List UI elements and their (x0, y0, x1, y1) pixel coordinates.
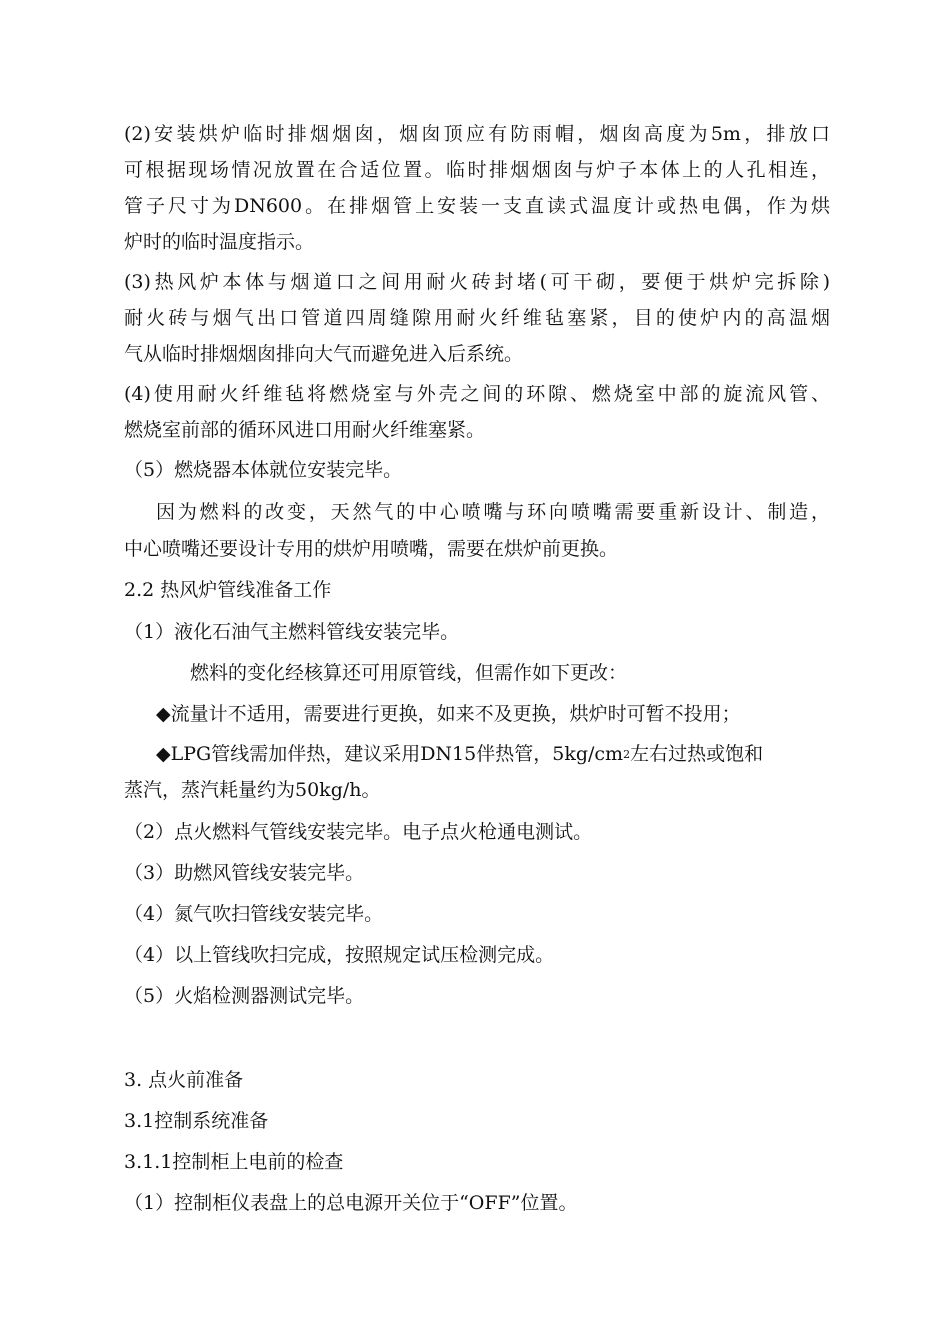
paragraph-line: 可根据现场情况放置在合适位置。临时排烟烟囱与炉子本体上的人孔相连， (124, 159, 830, 181)
paragraph-line: (3)热风炉本体与烟道口之间用耐火砖封堵(可干砌，要便于烘炉完拆除) (124, 271, 830, 293)
paragraph-line: 燃烧室前部的循环风进口用耐火纤维塞紧。 (124, 419, 486, 441)
paragraph-line: 管子尺寸为DN600。在排烟管上安装一支直读式温度计或热电偶，作为烘 (124, 195, 830, 217)
paragraph-line: 燃料的变化经核算还可用原管线，但需作如下更改： (190, 662, 628, 684)
paragraph-line: 中心喷嘴还要设计专用的烘炉用喷嘴，需要在烘炉前更换。 (124, 538, 619, 560)
paragraph-line: （5）燃烧器本体就位安装完毕。 (124, 459, 403, 481)
bullet-text: ◆LPG管线需加伴热，建议采用DN15伴热管，5kg/cm (156, 743, 624, 765)
list-item: （5）火焰检测器测试完毕。 (124, 985, 365, 1007)
subsection-heading: 3.1.1控制柜上电前的检查 (124, 1151, 344, 1173)
superscript: 2 (623, 748, 631, 761)
bullet-item (156, 742, 763, 766)
paragraph-line: 耐火砖与烟气出口管道四周缝隙用耐火纤维毡塞紧，目的使炉内的高温烟 (124, 307, 830, 329)
section-heading: 3. 点火前准备 (124, 1069, 244, 1091)
section-heading: 2.2 热风炉管线准备工作 (124, 579, 332, 601)
paragraph-line: (2)安装烘炉临时排烟烟囱，烟囱顶应有防雨帽，烟囱高度为5m，排放口 (124, 123, 830, 145)
paragraph-line: (4)使用耐火纤维毡将燃烧室与外壳之间的环隙、燃烧室中部的旋流风管、 (124, 383, 830, 405)
paragraph-line: 因为燃料的改变，天然气的中心喷嘴与环向喷嘴需要重新设计、制造， (156, 501, 830, 523)
list-item: （1）液化石油气主燃料管线安装完毕。 (124, 621, 460, 643)
subsection-heading: 3.1控制系统准备 (124, 1110, 269, 1132)
bullet-item: ◆流量计不适用，需要进行更换，如来不及更换，烘炉时可暂不投用； (156, 703, 741, 725)
paragraph-line: 气从临时排烟烟囱排向大气而避免进入后系统。 (124, 343, 524, 365)
list-item: （1）控制柜仪表盘上的总电源开关位于“OFF”位置。 (124, 1192, 578, 1214)
paragraph-line: 蒸汽，蒸汽耗量约为50kg/h。 (124, 779, 381, 801)
list-item: （2）点火燃料气管线安装完毕。电子点火枪通电测试。 (124, 821, 593, 843)
paragraph-line: 炉时的临时温度指示。 (124, 231, 315, 253)
bullet-text-cont: 左右过热或饱和 (630, 743, 764, 765)
list-item: （3）助燃风管线安装完毕。 (124, 862, 365, 884)
list-item: （4）氮气吹扫管线安装完毕。 (124, 903, 384, 925)
list-item: （4）以上管线吹扫完成，按照规定试压检测完成。 (124, 944, 555, 966)
